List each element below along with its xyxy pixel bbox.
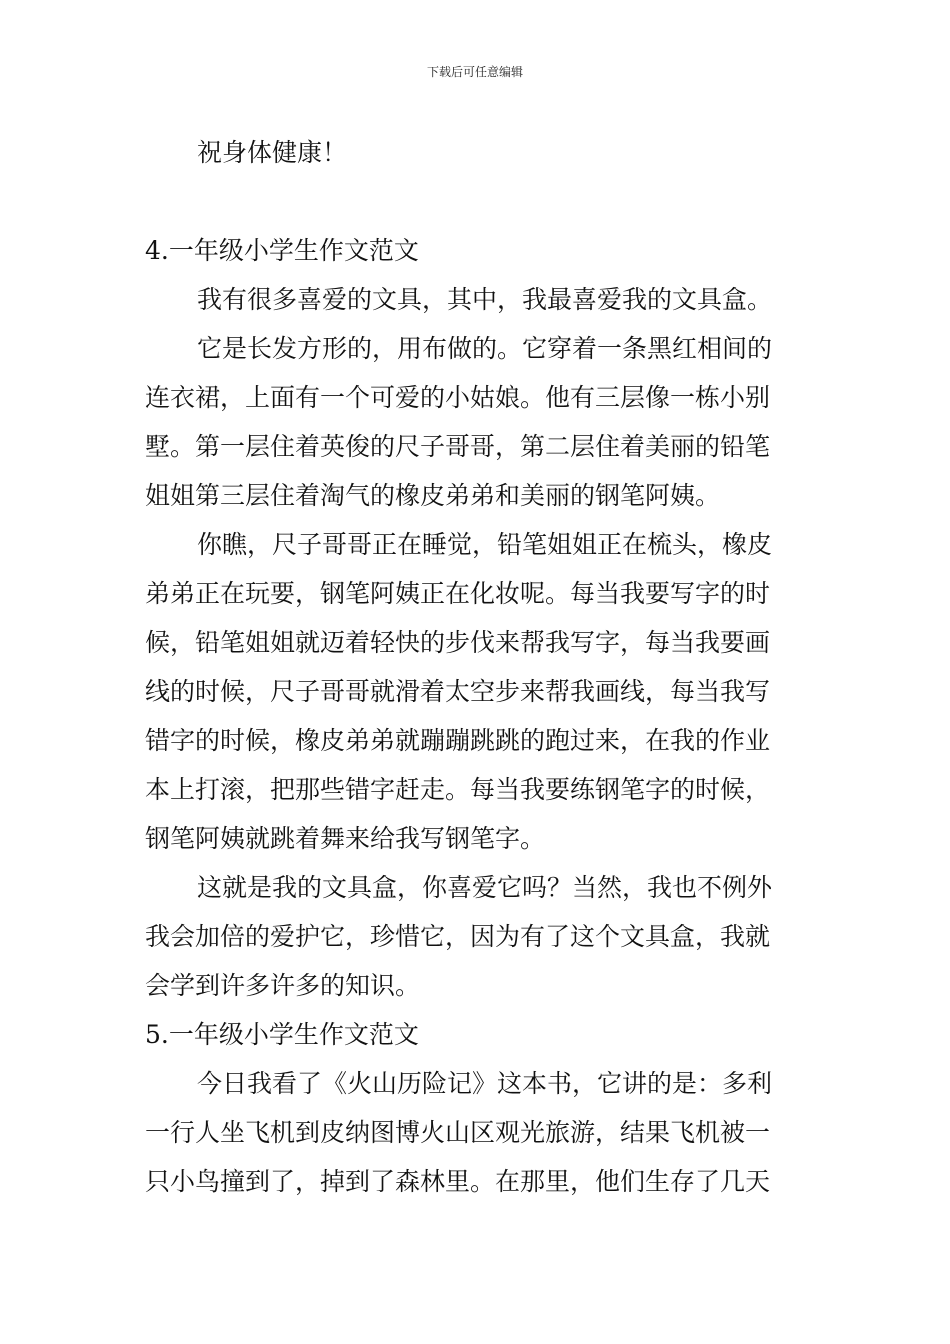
paragraph-line: 今日我看了《火山历险记》这本书，它讲的是：多利 (197, 1069, 773, 1098)
closing-line: 祝身体健康！ (197, 138, 348, 167)
section-heading-4: 4.一年级小学生作文范文 (145, 236, 419, 265)
paragraph-line: 钢笔阿姨就跳着舞来给我写钢笔字。 (145, 824, 546, 853)
section-heading-5: 5.一年级小学生作文范文 (145, 1020, 419, 1049)
paragraph-line: 线的时候，尺子哥哥就滑着太空步来帮我画线，每当我写 (145, 677, 771, 706)
paragraph-line: 我会加倍的爱护它，珍惜它，因为有了这个文具盒，我就 (145, 922, 771, 951)
paragraph-line: 错字的时候，橡皮弟弟就蹦蹦跳跳的跑过来，在我的作业 (145, 726, 771, 755)
paragraph-line: 这就是我的文具盒，你喜爱它吗？当然，我也不例外 (197, 873, 773, 902)
paragraph-line: 连衣裙，上面有一个可爱的小姑娘。他有三层像一栋小别 (145, 383, 771, 412)
paragraph-line: 会学到许多许多的知识。 (145, 971, 421, 1000)
page-header: 下载后可任意编辑 (426, 65, 523, 79)
document-body (145, 128, 805, 1206)
paragraph-line: 本上打滚，把那些错字赶走。每当我要练钢笔字的时候， (145, 775, 771, 804)
paragraph-line: 墅。第一层住着英俊的尺子哥哥，第二层住着美丽的铅笔 (145, 432, 771, 461)
paragraph-line: 我有很多喜爱的文具，其中，我最喜爱我的文具盒。 (197, 285, 773, 314)
paragraph-line: 你瞧，尺子哥哥正在睡觉，铅笔姐姐正在梳头，橡皮 (197, 530, 773, 559)
paragraph-line: 弟弟正在玩要，钢笔阿姨正在化妆呢。每当我要写字的时 (145, 579, 771, 608)
paragraph-line: 姐姐第三层住着淘气的橡皮弟弟和美丽的钢笔阿姨。 (145, 481, 721, 510)
spacer (145, 177, 805, 226)
paragraph-line: 只小鸟撞到了，掉到了森林里。在那里，他们生存了几天 (145, 1167, 771, 1196)
paragraph-line: 候，铅笔姐姐就迈着轻快的步伐来帮我写字，每当我要画 (145, 628, 771, 657)
paragraph-line: 一行人坐飞机到皮纳图博火山区观光旅游，结果飞机被一 (145, 1118, 771, 1147)
paragraph-line: 它是长发方形的，用布做的。它穿着一条黑红相间的 (197, 334, 773, 363)
